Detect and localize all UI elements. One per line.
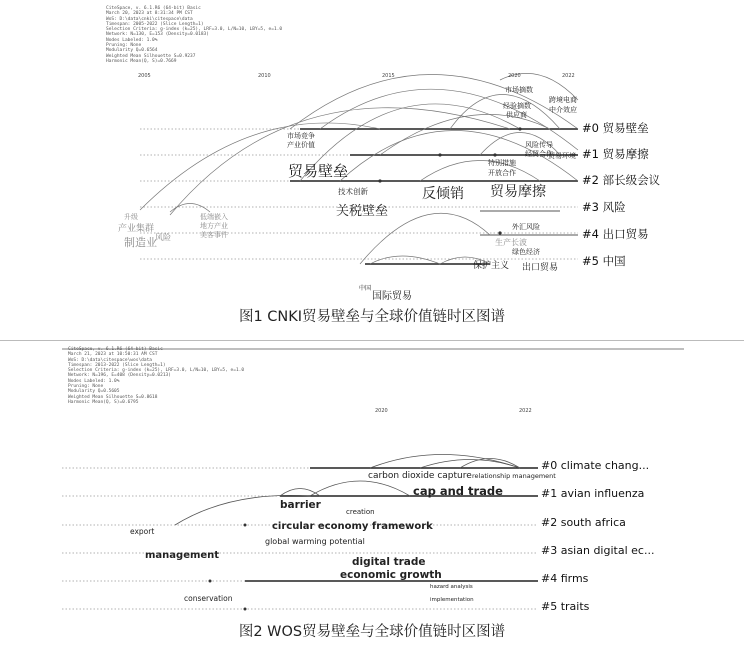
- keyword-label: cap and trade: [413, 484, 503, 498]
- cluster-label: #0 climate chang...: [541, 459, 650, 472]
- keyword-label: relationship management: [472, 472, 556, 480]
- keyword-label: 生产长波: [495, 238, 527, 247]
- year-label: 2015: [382, 73, 395, 79]
- keyword-label: 风险: [155, 233, 171, 242]
- keyword-label: 产业集群: [118, 224, 155, 234]
- keyword-label: economic growth: [340, 569, 442, 581]
- cluster-label: #3 风险: [582, 200, 626, 214]
- keyword-label: 技术创新: [338, 187, 368, 196]
- metadata-block: CiteSpace, v. 6.1.R6 (64-bit) Basic March 21, 2023 at 10:50:31 AM CST WoS: D:\data\citespace\wos\data Timespan: 2013-2022 (Slice Length=1) Selection Criteria: g-index (k=25), LRF=3.0, L/N=10, LBY=5, e=1.0 Network: N=196, E=408 (Density=0.0213) Nodes Labeled: 1.0% Pruning: None Modularity Q=0.5605 Weighted Mean Silhouette S=0.8618 Harmonic Mean(Q, S)=0.6795: [68, 347, 245, 405]
- keyword-label: 地方产业: [200, 222, 228, 230]
- cluster-label: #5 中国: [582, 254, 626, 268]
- keyword-label: 经贸合作: [525, 150, 553, 158]
- keyword-label: 反倾销: [422, 186, 464, 202]
- keyword-label: management: [145, 550, 220, 561]
- keyword-label: hazard analysis: [430, 584, 473, 590]
- keyword-label: 特别措施: [488, 159, 516, 167]
- keyword-label: export: [130, 527, 155, 536]
- year-label: 2022: [519, 408, 532, 414]
- keyword-label: 经验摘数: [503, 102, 531, 110]
- cluster-label: #4 出口贸易: [582, 227, 649, 241]
- keyword-label: 市场竞争: [287, 132, 315, 140]
- cluster-label: #1 贸易摩擦: [582, 147, 649, 161]
- metadata-block: CiteSpace, v. 6.1.R6 (64-bit) Basic March 20, 2023 at 8:31:34 PM CST WoS: D:\data\cnki\citespace\data Timespan: 2005-2022 (Slice Length=1) Selection Criteria: g-index (k=25), LRF=3.0, L/N=10, LBY=5, e=1.0 Network: N=130, E=153 (Density=0.0183) Nodes Labeled: 1.0% Pruning: None Modularity Q=0.6564 Weighted Mean Silhouette S=0.9237 Harmonic Mean(Q, S)=0.7669: [106, 6, 283, 64]
- keyword-label: 产业价值: [287, 141, 315, 149]
- keyword-label: implementation: [430, 597, 474, 603]
- keyword-label: 开放合作: [488, 169, 516, 177]
- cluster-label: #4 firms: [541, 572, 589, 585]
- keyword-label: 绿色经济: [512, 248, 540, 256]
- keyword-label: 跨境电商: [549, 96, 577, 104]
- keyword-label: 低端嵌入: [200, 213, 228, 221]
- year-label: 2020: [375, 408, 388, 414]
- cluster-label: #5 traits: [541, 600, 590, 613]
- keyword-label: 中国: [359, 285, 372, 292]
- keyword-label: 贸易壁垒: [288, 162, 349, 180]
- keyword-label: 贸易摩擦: [490, 184, 546, 200]
- year-label: 2005: [138, 73, 151, 79]
- keyword-label: 保护主义: [473, 261, 510, 271]
- keyword-label: 关税壁垒: [336, 204, 389, 219]
- keyword-label: circular economy framework: [272, 521, 433, 532]
- keyword-label: 外汇风险: [512, 223, 540, 231]
- cluster-label: #1 avian influenza: [541, 487, 645, 500]
- keyword-label: conservation: [184, 594, 233, 603]
- cluster-label: #3 asian digital ec...: [541, 544, 655, 557]
- keyword-label: 供应商: [506, 111, 527, 119]
- cnki-timezone-map: [0, 0, 744, 300]
- keyword-label: 中介效应: [549, 106, 577, 114]
- figure-caption: 图2 WOS贸易壁垒与全球价值链时区图谱: [238, 624, 506, 640]
- keyword-label: carbon dioxide capture: [368, 471, 472, 481]
- keyword-label: digital trade: [352, 556, 426, 568]
- wos-timezone-map: [0, 340, 744, 616]
- keyword-label: 市场摘数: [505, 86, 533, 94]
- year-label: 2020: [508, 73, 521, 79]
- figure-caption: 图1 CNKI贸易壁垒与全球价值链时区图谱: [238, 309, 506, 325]
- cluster-label: #2 部长级会议: [582, 173, 661, 187]
- keyword-label: 风险传导: [525, 141, 553, 149]
- keyword-label: 贸易环境: [548, 152, 576, 160]
- keyword-label: 升级: [124, 213, 138, 221]
- keyword-label: 国际贸易: [372, 291, 412, 300]
- keyword-label: barrier: [280, 499, 321, 511]
- cluster-label: #0 贸易壁垒: [582, 121, 649, 135]
- year-label: 2010: [258, 73, 271, 79]
- keyword-label: 制造业: [124, 236, 157, 249]
- keyword-label: 美客事件: [200, 231, 228, 239]
- keyword-label: global warming potential: [265, 537, 365, 546]
- year-label: 2022: [562, 73, 575, 79]
- keyword-label: 出口贸易: [522, 263, 559, 273]
- cluster-label: #2 south africa: [541, 516, 626, 529]
- keyword-label: creation: [346, 508, 375, 516]
